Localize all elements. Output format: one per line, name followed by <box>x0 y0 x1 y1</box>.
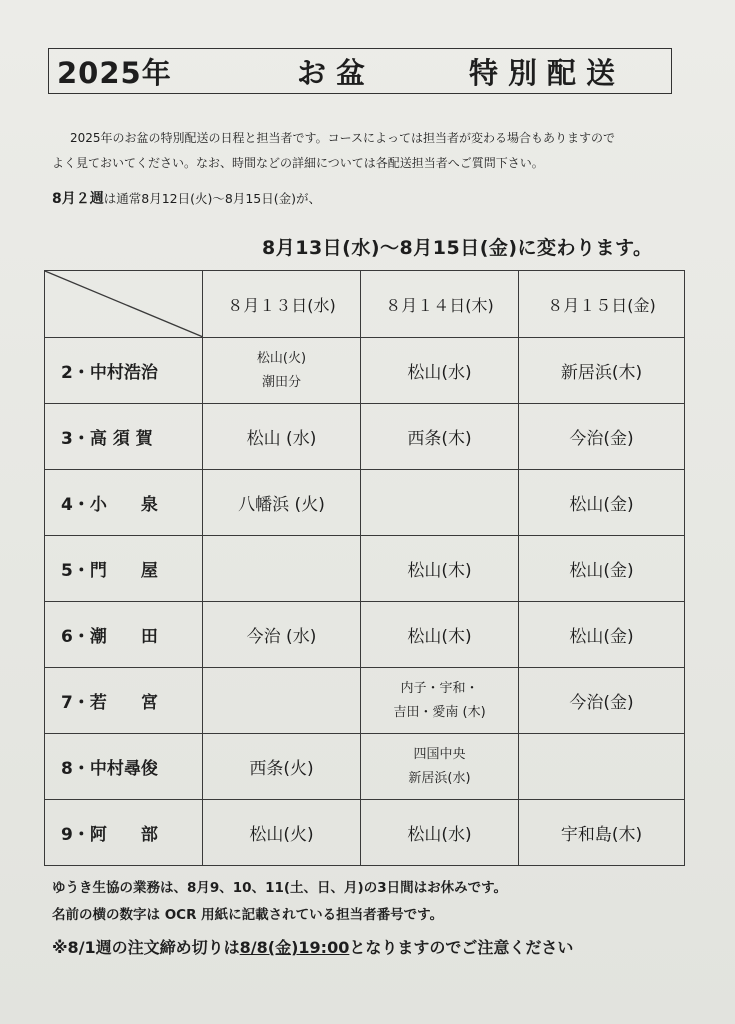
notes <box>52 875 507 929</box>
cell-line: 内子・宇和・ <box>400 680 479 696</box>
title-box <box>48 48 672 94</box>
schedule-cell: 今治(金) <box>519 404 685 470</box>
cell-line: 新居浜(水) <box>408 770 471 786</box>
column-header: ８月１３日(水) <box>203 271 361 338</box>
schedule-cell: 松山(金) <box>519 470 685 536</box>
title-special-delivery: 特別配送 <box>469 55 626 90</box>
staff-name: 2・中村浩治 <box>45 338 203 404</box>
table-row <box>45 470 685 536</box>
intro-line-2: よく見ておいてください。なお、時間などの詳細については各配送担当者へご質問下さい。 <box>52 156 544 170</box>
schedule-cell: 新居浜(木) <box>519 338 685 404</box>
corner-cell <box>45 271 203 338</box>
table-row <box>45 602 685 668</box>
schedule-cell <box>203 536 361 602</box>
intro-line-1: 2025年のお盆の特別配送の日程と担当者です。コースによっては担当者が変わる場合もありますので <box>70 131 615 145</box>
schedule-cell <box>519 734 685 800</box>
notes-line-2: 名前の横の数字は OCR 用紙に記載されている担当者番号です。 <box>52 907 444 923</box>
table-row <box>45 734 685 800</box>
cell-line: 松山(火) <box>256 350 307 366</box>
schedule-cell: 松山(金) <box>519 536 685 602</box>
diagonal-line <box>45 271 203 337</box>
staff-name: 7・若 宮 <box>45 668 203 734</box>
staff-name: 8・中村尋俊 <box>45 734 203 800</box>
schedule-table <box>44 270 685 866</box>
schedule-cell: 西条(火) <box>203 734 361 800</box>
deadline-suffix: となりますのでご注意ください <box>349 938 574 957</box>
table-row <box>45 338 685 404</box>
cell-line: 四国中央 <box>413 746 466 762</box>
schedule-cell <box>203 668 361 734</box>
schedule-cell <box>361 734 519 800</box>
date-change-line: 8月13日(水)～8月15日(金)に変わります。 <box>262 237 653 259</box>
staff-name: 4・小 泉 <box>45 470 203 536</box>
column-header: ８月１５日(金) <box>519 271 685 338</box>
staff-name: 9・阿 部 <box>45 800 203 866</box>
staff-name: 5・門 屋 <box>45 536 203 602</box>
schedule-cell: 松山(火) <box>203 800 361 866</box>
table-row <box>45 404 685 470</box>
table-header-row <box>45 271 685 338</box>
schedule-cell: 今治 (水) <box>203 602 361 668</box>
schedule-cell: 宇和島(木) <box>519 800 685 866</box>
schedule-cell: 松山(水) <box>361 338 519 404</box>
week-note-label: 8月２週 <box>52 191 104 207</box>
week-note-text: は通常8月12日(火)～8月15日(金)が、 <box>103 191 321 206</box>
cell-line: 潮田分 <box>261 374 301 390</box>
cell-line: 吉田・愛南 (木) <box>393 704 486 720</box>
schedule-cell: 今治(金) <box>519 668 685 734</box>
notes-line-1: ゆうき生協の業務は、8月9、10、11(土、日、月)の3日間はお休みです。 <box>52 880 508 896</box>
schedule-cell: 松山(木) <box>361 536 519 602</box>
staff-name: 6・潮 田 <box>45 602 203 668</box>
table-row <box>45 800 685 866</box>
title-obon: お盆 <box>297 55 376 90</box>
table-row <box>45 668 685 734</box>
intro-paragraph <box>52 126 692 176</box>
table-row <box>45 536 685 602</box>
staff-name: 3・高 須 賀 <box>45 404 203 470</box>
week-note <box>52 188 321 208</box>
schedule-cell: 八幡浜 (火) <box>203 470 361 536</box>
column-header: ８月１４日(木) <box>361 271 519 338</box>
deadline-prefix: ※8/1週の注文締め切りは <box>52 938 240 957</box>
schedule-cell <box>203 338 361 404</box>
schedule-cell: 松山(木) <box>361 602 519 668</box>
schedule-cell: 松山(水) <box>361 800 519 866</box>
schedule-cell <box>361 470 519 536</box>
title-year: 2025年 <box>57 55 172 90</box>
deadline-notice <box>52 935 573 958</box>
schedule-cell <box>361 668 519 734</box>
deadline-date: 8/8(金)19:00 <box>239 938 350 957</box>
schedule-cell: 松山 (水) <box>203 404 361 470</box>
schedule-cell: 松山(金) <box>519 602 685 668</box>
schedule-cell: 西条(木) <box>361 404 519 470</box>
